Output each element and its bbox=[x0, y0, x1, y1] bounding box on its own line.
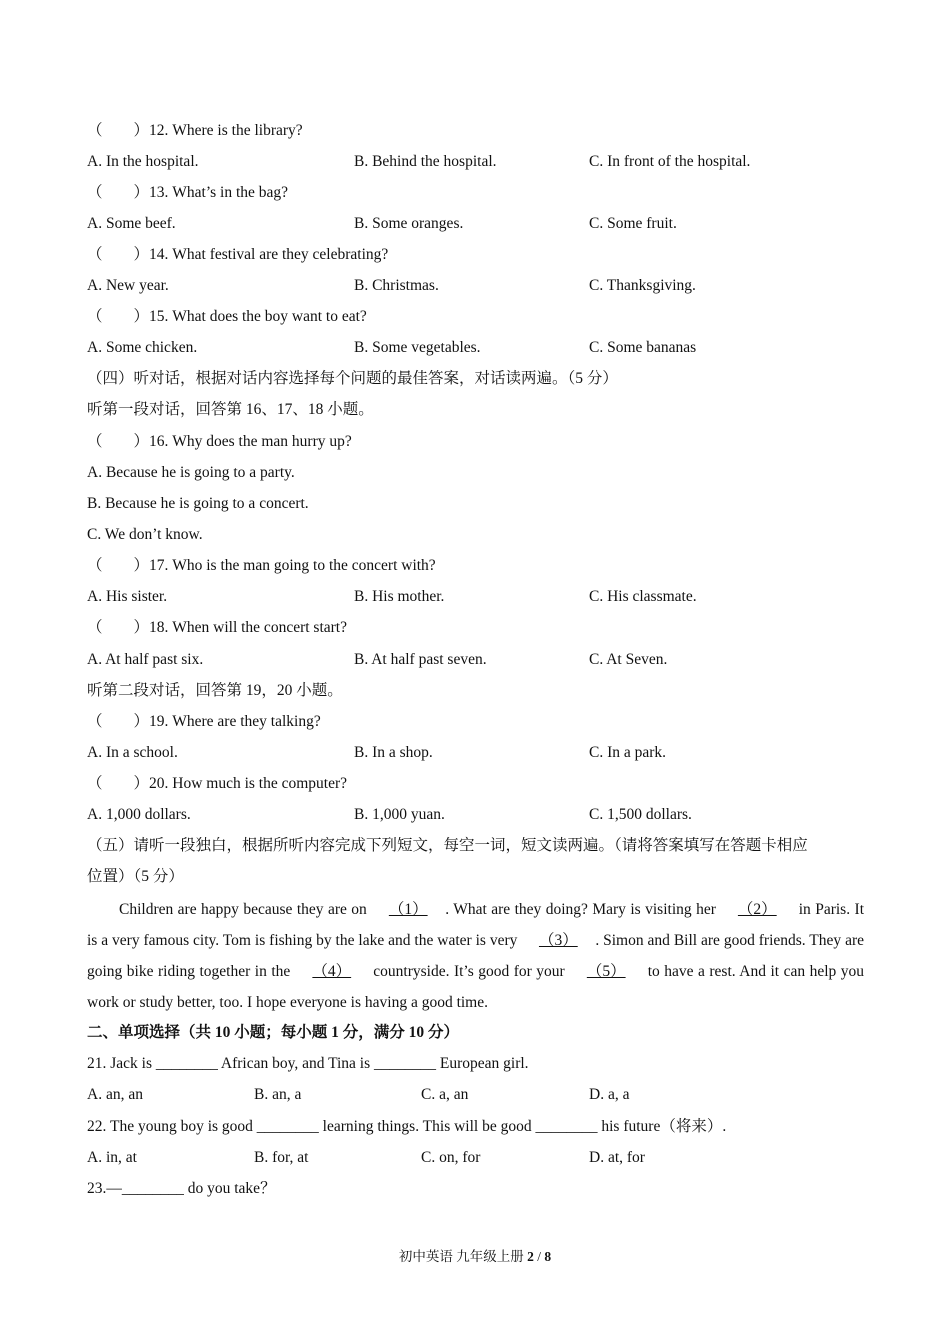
question-18-stem: （ ）18. When will the concert start? bbox=[87, 619, 347, 636]
option-c: C. Some fruit. bbox=[589, 215, 677, 232]
cloze-passage bbox=[87, 894, 864, 1018]
question-12-stem: （ ）12. Where is the library? bbox=[87, 122, 303, 139]
question-20-options bbox=[0, 805, 950, 825]
passage-text: to have a rest. And it can help you work or study better, too. I hope everyone is having a good time. bbox=[87, 963, 865, 1011]
question-21-stem: 21. Jack is ________ African boy, and Tina is ________ European girl. bbox=[87, 1055, 529, 1072]
option-a: A. In a school. bbox=[87, 744, 178, 761]
question-13-options bbox=[0, 214, 950, 234]
option-c: C. on, for bbox=[421, 1149, 481, 1166]
question-21-options bbox=[0, 1085, 950, 1105]
question-20-stem: （ ）20. How much is the computer? bbox=[87, 775, 348, 792]
part-2-heading: 二、单项选择（共 10 小题；每小题 1 分，满分 10 分） bbox=[87, 1024, 460, 1041]
question-17-options bbox=[0, 587, 950, 607]
option-a: A. Some beef. bbox=[87, 215, 176, 232]
question-23-stem: 23.—________ do you take？ bbox=[87, 1180, 276, 1197]
option-c: C. a, an bbox=[421, 1086, 469, 1103]
question-14-stem: （ ）14. What festival are they celebrating? bbox=[87, 246, 389, 263]
question-15-options bbox=[0, 338, 950, 358]
option-a: A. New year. bbox=[87, 277, 169, 294]
blank-3: （3） bbox=[538, 932, 578, 949]
question-16-option-a: A. Because he is going to a party. bbox=[87, 464, 295, 481]
option-c: C. In front of the hospital. bbox=[589, 153, 751, 170]
option-d: D. a, a bbox=[589, 1086, 630, 1103]
question-14-options bbox=[0, 276, 950, 296]
question-12-options bbox=[0, 152, 950, 172]
option-b: B. In a shop. bbox=[354, 744, 433, 761]
option-b: B. an, a bbox=[254, 1086, 302, 1103]
question-17-stem: （ ）17. Who is the man going to the concert with? bbox=[87, 557, 436, 574]
blank-2: （2） bbox=[737, 901, 777, 918]
question-16-option-c: C. We don’t know. bbox=[87, 526, 203, 543]
option-c: C. His classmate. bbox=[589, 588, 697, 605]
question-13-stem: （ ）13. What’s in the bag? bbox=[87, 184, 289, 201]
option-b: B. for, at bbox=[254, 1149, 309, 1166]
question-16-option-b: B. Because he is going to a concert. bbox=[87, 495, 309, 512]
option-c: C. 1,500 dollars. bbox=[589, 806, 692, 823]
question-22-options bbox=[0, 1148, 950, 1168]
passage-text: . What are they doing? Mary is visiting her bbox=[445, 901, 721, 918]
option-a: A. Some chicken. bbox=[87, 339, 198, 356]
question-19-stem: （ ）19. Where are they talking? bbox=[87, 713, 321, 730]
question-18-options bbox=[0, 650, 950, 670]
option-c: C. Some bananas bbox=[589, 339, 697, 356]
section-5-heading-continued: 位置）（5 分） bbox=[87, 868, 184, 885]
option-c: C. Thanksgiving. bbox=[589, 277, 696, 294]
option-a: A. in, at bbox=[87, 1149, 137, 1166]
page-footer bbox=[0, 1245, 950, 1265]
passage-text: Children are happy because they are on bbox=[119, 901, 372, 918]
passage-text: in Paris. It is a very famous city. Tom is fishing by the lake and the water is very bbox=[87, 901, 864, 949]
option-a: A. His sister. bbox=[87, 588, 168, 605]
dialog-1-intro: 听第一段对话，回答第 16、17、18 小题。 bbox=[87, 401, 374, 418]
blank-4: （4） bbox=[312, 963, 352, 980]
page-number: 2 bbox=[527, 1249, 534, 1264]
section-4-heading: （四）听对话，根据对话内容选择每个问题的最佳答案，对话读两遍。（5 分） bbox=[87, 370, 618, 387]
option-b: B. Some oranges. bbox=[354, 215, 464, 232]
passage-text: . Simon and Bill are good friends. They are going bike riding together in the bbox=[87, 932, 864, 980]
option-b: B. Christmas. bbox=[354, 277, 439, 294]
option-b: B. 1,000 yuan. bbox=[354, 806, 445, 823]
option-b: B. Behind the hospital. bbox=[354, 153, 497, 170]
question-15-stem: （ ）15. What does the boy want to eat? bbox=[87, 308, 367, 325]
passage-text: countryside. It’s good for your bbox=[368, 963, 570, 980]
question-16-stem: （ ）16. Why does the man hurry up? bbox=[87, 433, 352, 450]
footer-label: 初中英语 九年级上册 bbox=[398, 1249, 528, 1264]
option-d: D. at, for bbox=[589, 1149, 645, 1166]
blank-5: （5） bbox=[586, 963, 626, 980]
page-separator: / bbox=[533, 1249, 545, 1264]
question-19-options bbox=[0, 743, 950, 763]
option-a: A. an, an bbox=[87, 1086, 143, 1103]
option-c: C. In a park. bbox=[589, 744, 667, 761]
option-c: C. At Seven. bbox=[589, 651, 668, 668]
section-5-heading: （五）请听一段独白，根据所听内容完成下列短文，每空一词，短文读两遍。（请将答案填写在答题卡相应 bbox=[87, 837, 808, 854]
blank-1: （1） bbox=[388, 901, 428, 918]
option-a: A. In the hospital. bbox=[87, 153, 199, 170]
option-b: B. At half past seven. bbox=[354, 651, 487, 668]
option-a: A. At half past six. bbox=[87, 651, 204, 668]
option-a: A. 1,000 dollars. bbox=[87, 806, 191, 823]
option-b: B. His mother. bbox=[354, 588, 445, 605]
question-22-stem: 22. The young boy is good ________ learning things. This will be good ________ his future（将来）. bbox=[87, 1118, 727, 1135]
dialog-2-intro: 听第二段对话，回答第 19，20 小题。 bbox=[87, 682, 343, 699]
option-b: B. Some vegetables. bbox=[354, 339, 481, 356]
page-total: 8 bbox=[544, 1249, 552, 1264]
